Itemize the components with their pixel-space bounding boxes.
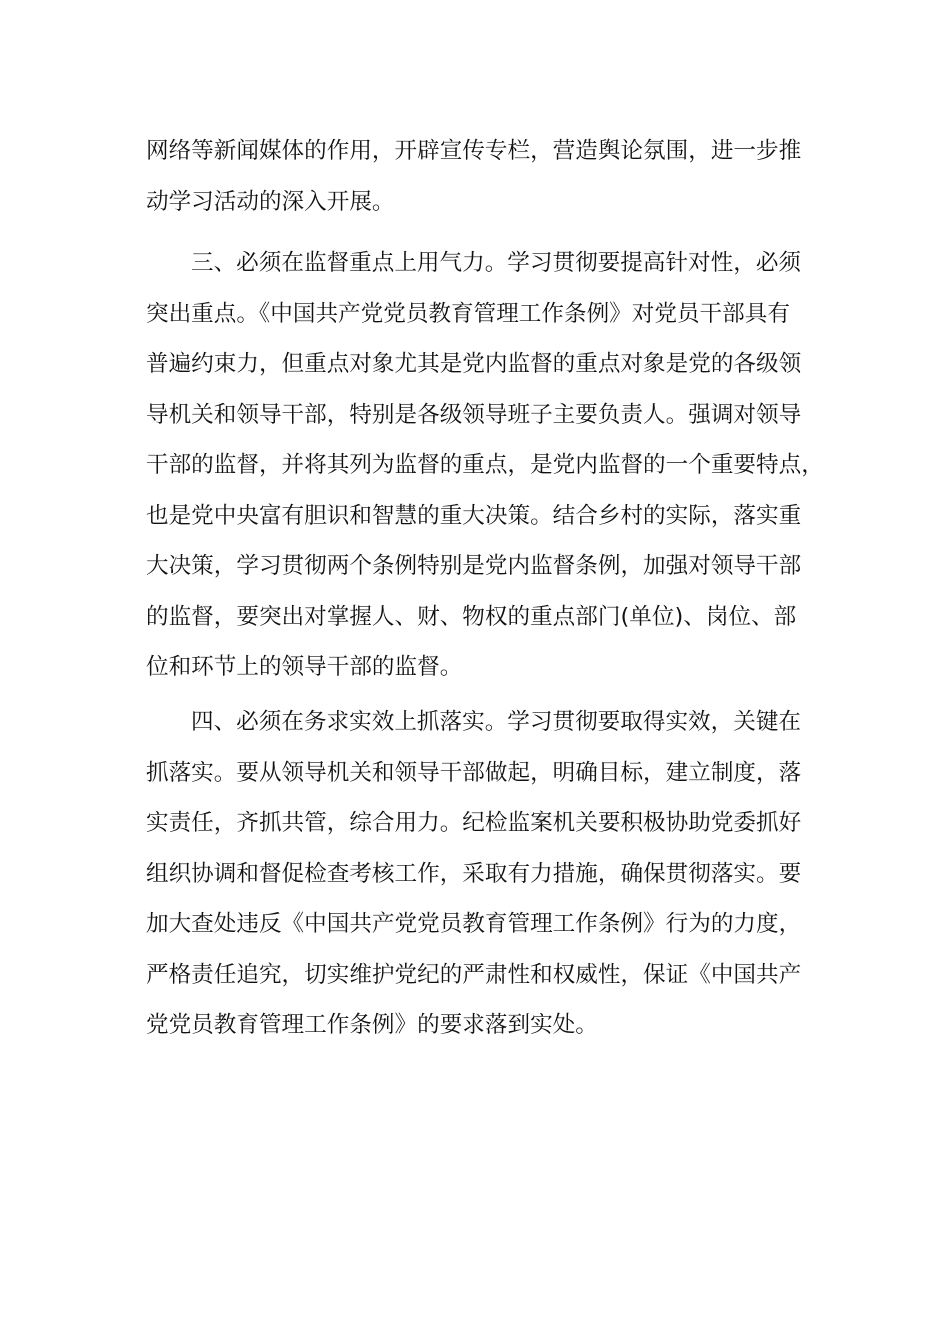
- text-line: 大决策，学习贯彻两个条例特别是党内监督条例，加强对领导干部: [146, 553, 802, 579]
- text-line: 加大查处违反《中国共产党党员教育管理工作条例》行为的力度，: [146, 911, 802, 937]
- text-line: 突出重点。《中国共产党党员教育管理工作条例》对党员干部具有: [146, 300, 790, 327]
- paragraph-section-three: [146, 238, 824, 693]
- text-line: 实责任，齐抓共管，综合用力。纪检监案机关要积极协助党委抓好: [146, 810, 802, 836]
- text-line: 网络等新闻媒体的作用，开辟宣传专栏，营造舆论氛围，进一步推: [146, 138, 802, 164]
- text-line: 组织协调和督促检查考核工作，采取有力措施，确保贯彻落实。要: [146, 860, 802, 887]
- text-line: 三、必须在监督重点上用气力。学习贯彻要提高针对性，必须: [191, 250, 802, 276]
- text-line: 抓落实。要从领导机关和领导干部做起，明确目标，建立制度，落: [146, 759, 802, 786]
- paragraph-continuation: [146, 126, 806, 227]
- text-line: 普遍约束力，但重点对象尤其是党内监督的重点对象是党的各级领: [146, 351, 802, 377]
- text-line: 导机关和领导干部，特别是各级领导班子主要负责人。强调对领导: [146, 401, 802, 428]
- text-line: 也是党中央富有胆识和智慧的重大决策。结合乡村的实际，落实重: [146, 502, 802, 529]
- text-line: 的监督，要突出对掌握人、财、物权的重点部门(单位)、岗位、部: [146, 603, 797, 630]
- text-line: 党党员教育管理工作条例》的要求落到实处。: [146, 1012, 598, 1038]
- text-line: 四、必须在务求实效上抓落实。学习贯彻要取得实效，关键在: [191, 709, 802, 735]
- paragraph-section-four: [146, 697, 806, 1051]
- text-line: 严格责任追究，切实维护党纪的严肃性和权威性，保证《中国共产: [146, 961, 802, 988]
- text-line: 干部的监督，并将其列为监督的重点，是党内监督的一个重要特点，: [146, 452, 824, 478]
- text-line: 位和环节上的领导干部的监督。: [146, 654, 463, 680]
- text-line: 动学习活动的深入开展。: [146, 188, 395, 215]
